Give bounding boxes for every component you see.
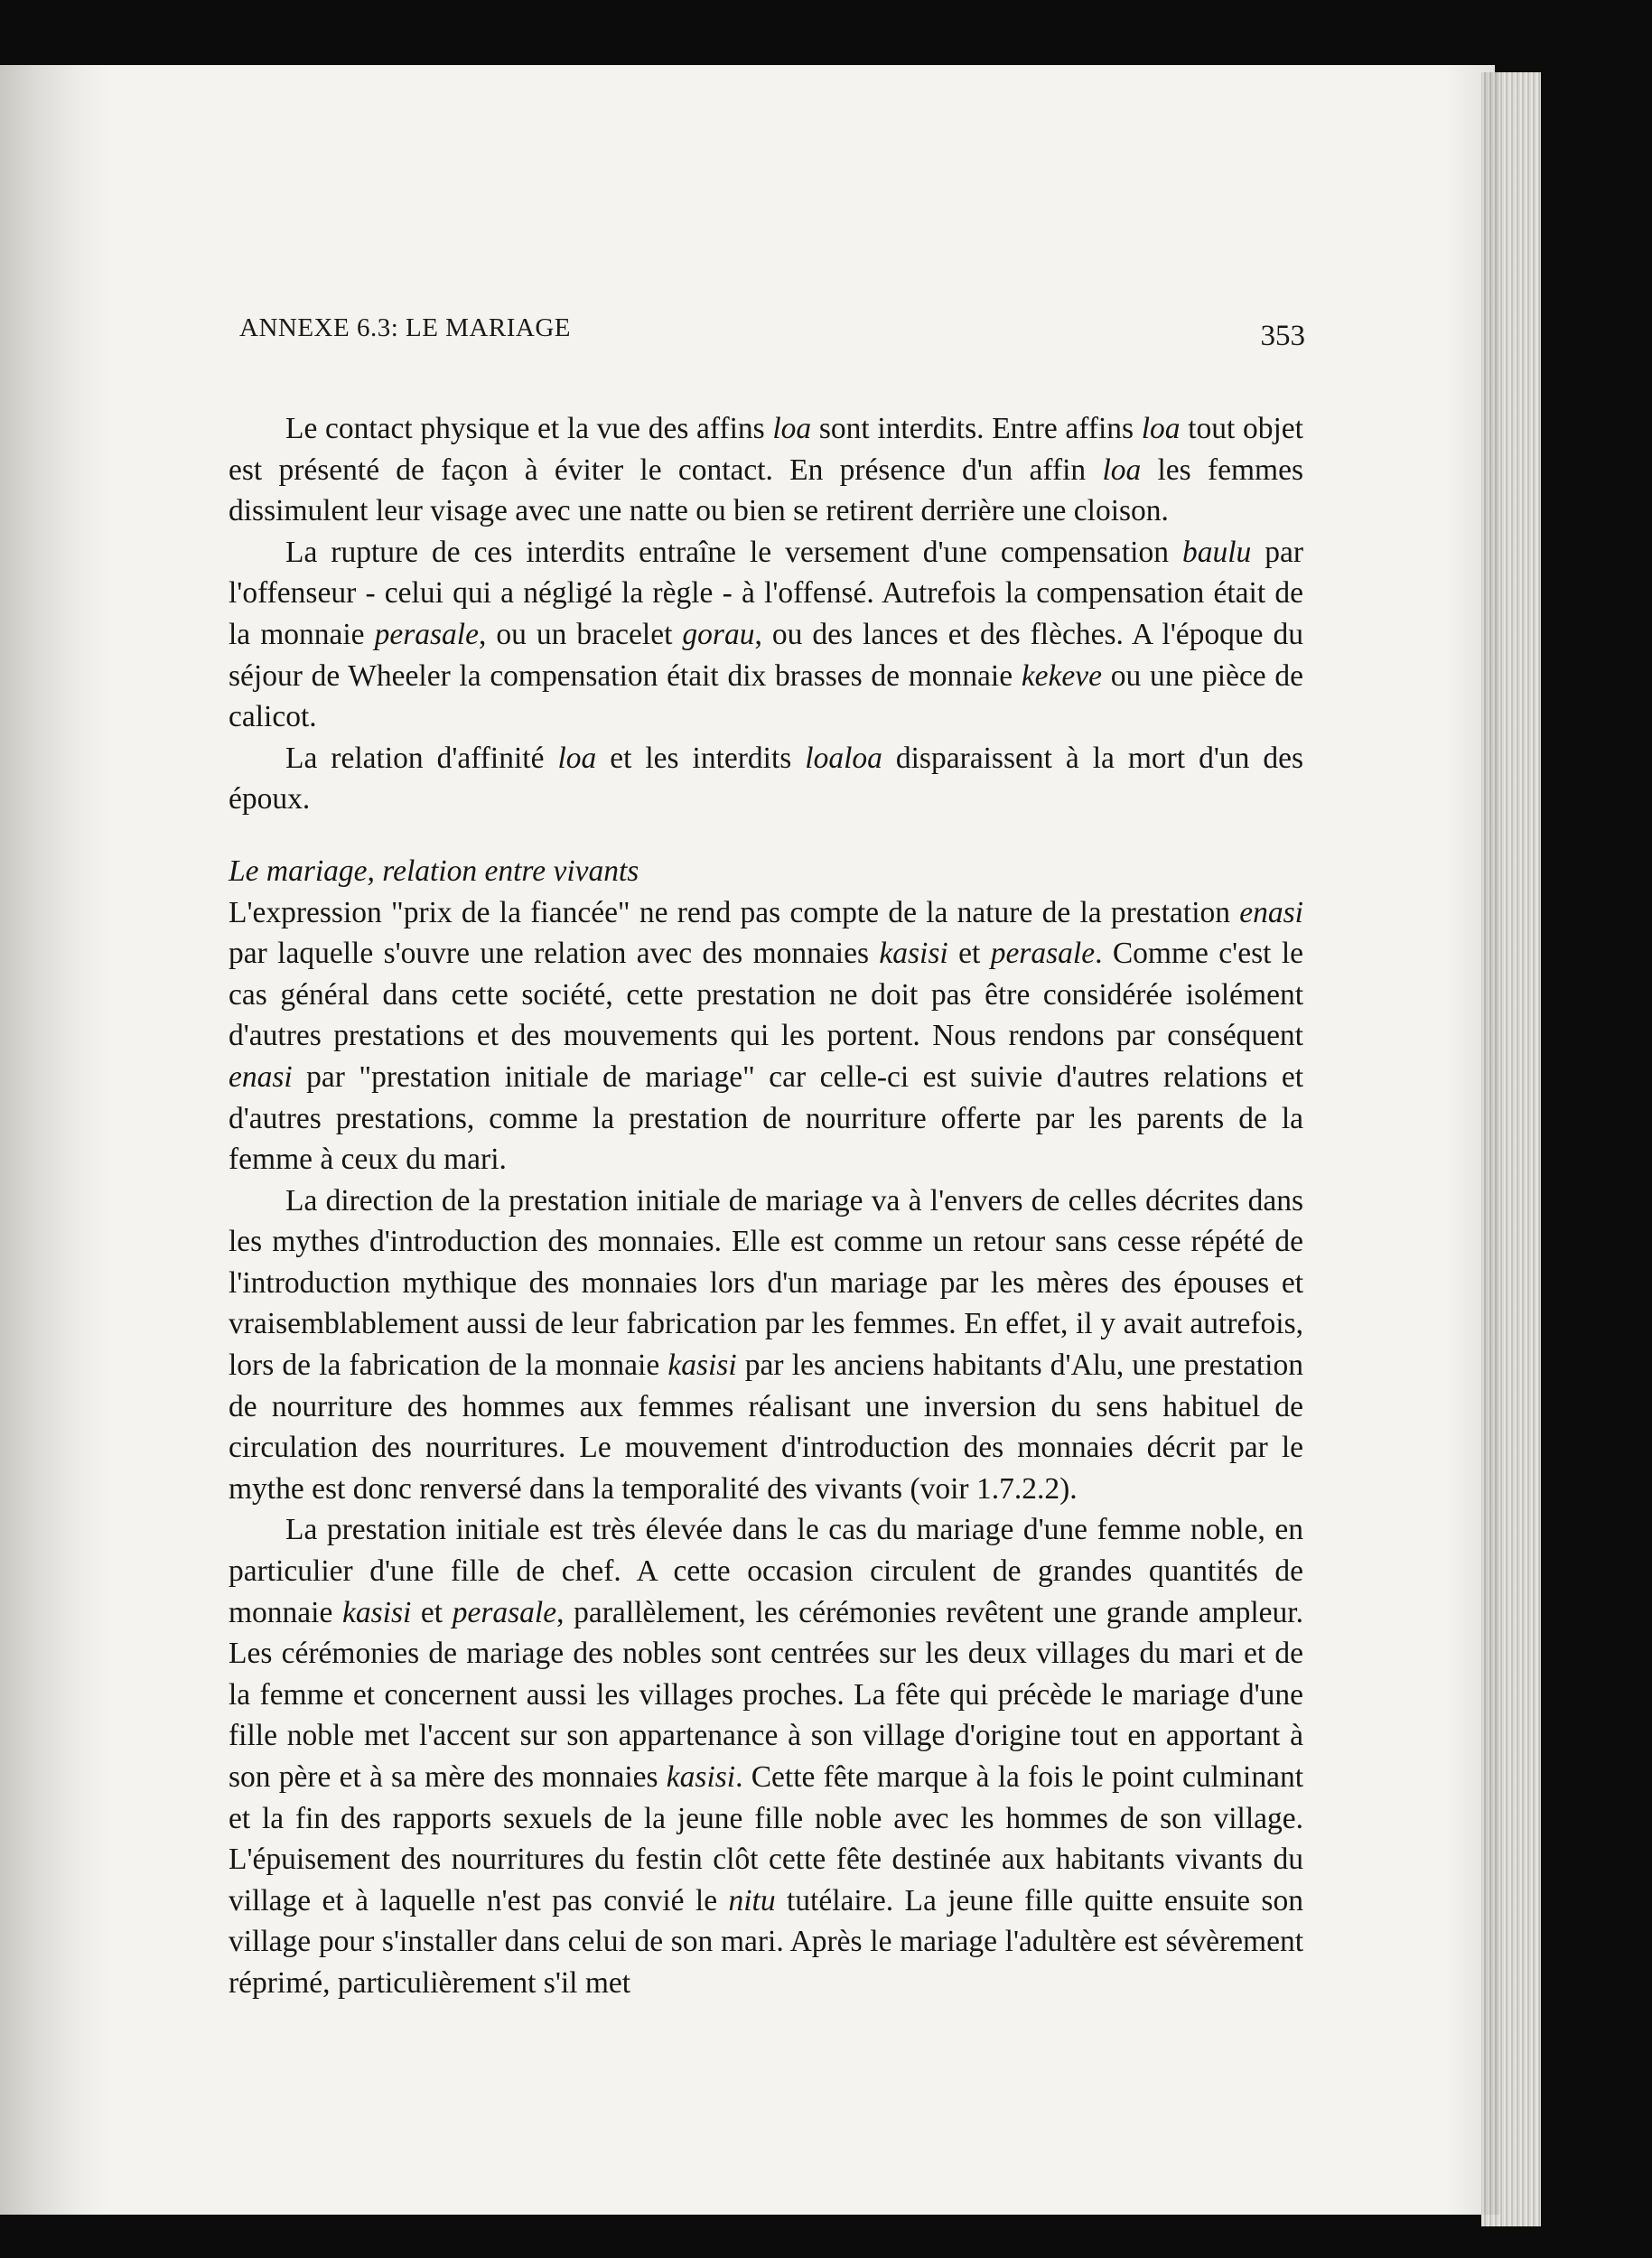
italic-term: kekeve [1021,658,1103,693]
paragraph-p1: Le contact physique et la vue des affins loa sont interdits. Entre affins loa tout objet est présenté de façon à éviter le contact. En présence d'un affin loa les femmes dissimulent leur visage avec une natte ou bien se retirent derrière une cloison. [229,412,1303,528]
italic-term: kasisi [667,1348,737,1383]
page-header [239,309,1305,363]
paragraph-p4: L'expression "prix de la fiancée" ne rend pas compte de la nature de la prestation enasi par laquelle s'ouvre une relation avec des monnaies kasisi et perasale. Comme c'est le cas général dans cette société, cette prestation ne doit pas être considérée isolément d'autres prestations et des mouvements qui les portent. Nous rendons par conséquent enasi par "prestation initiale de mariage" car celle-ci est suivie d'autres relations et d'autres prestations, comme la prestation de nourriture offerte par les parents de la femme à ceux du mari. [229,895,1303,1177]
italic-term: gorau [682,617,755,651]
italic-term: perasale [990,937,1096,971]
italic-term: loa [1102,453,1142,487]
page-gutter-shadow [0,65,108,2215]
italic-term: loa [772,412,812,445]
italic-term: loa [557,741,597,775]
italic-term: enasi [229,1059,293,1094]
paragraph-p3: La relation d'affinité loa et les interdits loaloa disparaissent à la mort d'un des époux. [229,741,1303,816]
italic-term: enasi [1239,895,1303,929]
italic-term: loa [1141,412,1181,445]
page-edge-shade [1445,65,1499,2215]
italic-term: nitu [728,1883,776,1917]
italic-term: perasale [452,1595,557,1629]
italic-term: kasisi [879,937,948,971]
paragraph-p5: La direction de la prestation initiale de mariage va à l'envers de celles décrites dans les mythes d'introduction des monnaies. Elle est comme un retour sans cesse répété de l'introduction mythique des monnaies lors d'un mariage par les mères des épouses et vraisemblablement aussi de leur fabrication par les femmes. En effet, il y avait autrefois, lors de la fabrication de la monnaie kasisi par les anciens habitants d'Alu, une prestation de nourriture des hommes aux femmes réalisant une inversion du sens habituel de circulation des nourritures. Le mouvement d'introduction des monnaies décrit par le mythe est donc renversé dans la temporalité des vivants (voir 1.7.2.2). [229,1183,1303,1506]
paragraph-p6: La prestation initiale est très élevée dans le cas du mariage d'une femme noble, en particulier d'une fille de chef. A cette occasion circulent de grandes quantités de monnaie kasisi et perasale, parallèlement, les cérémonies revêtent une grande ampleur. Les cérémonies de mariage des nobles sont centrées sur les deux villages du mari et de la femme et concernent aussi les villages proches. La fête qui précède le mariage d'une fille noble met l'accent sur son appartenance à son village d'origine tout en apportant à son père et à sa mère des monnaies kasisi. Cette fête marque à la fois le point culminant et la fin des rapports sexuels de la jeune fille noble avec les hommes de son village. L'épuisement des nourritures du festin clôt cette fête destinée aux habitants vivants du village et à laquelle n'est pas convié le nitu tutélaire. La jeune fille quitte ensuite son village pour s'installer dans celui de son mari. Après le mariage l'adultère est sévèrement réprimé, particulièrement s'il met [229,1513,1303,2000]
body-text [229,408,1303,2004]
running-head: ANNEXE 6.3: LE MARIAGE [239,313,572,342]
italic-term: baulu [1181,535,1252,569]
page-number: 353 [1260,320,1305,352]
section-heading: Le mariage, relation entre vivants [229,854,639,888]
italic-term: kasisi [666,1760,736,1794]
book-page [0,65,1495,2215]
italic-term: loaloa [805,741,882,775]
italic-term: kasisi [341,1595,412,1629]
paragraph-p2: La rupture de ces interdits entraîne le versement d'une compensation baulu par l'offenseur - celui qui a négligé la règle - à l'offensé. Autrefois la compensation était de la monnaie perasale, ou un bracelet gorau, ou des lances et des flèches. A l'époque du séjour de Wheeler la compensation était dix brasses de monnaie kekeve ou une pièce de calicot. [229,535,1304,734]
italic-term: perasale [374,617,479,651]
